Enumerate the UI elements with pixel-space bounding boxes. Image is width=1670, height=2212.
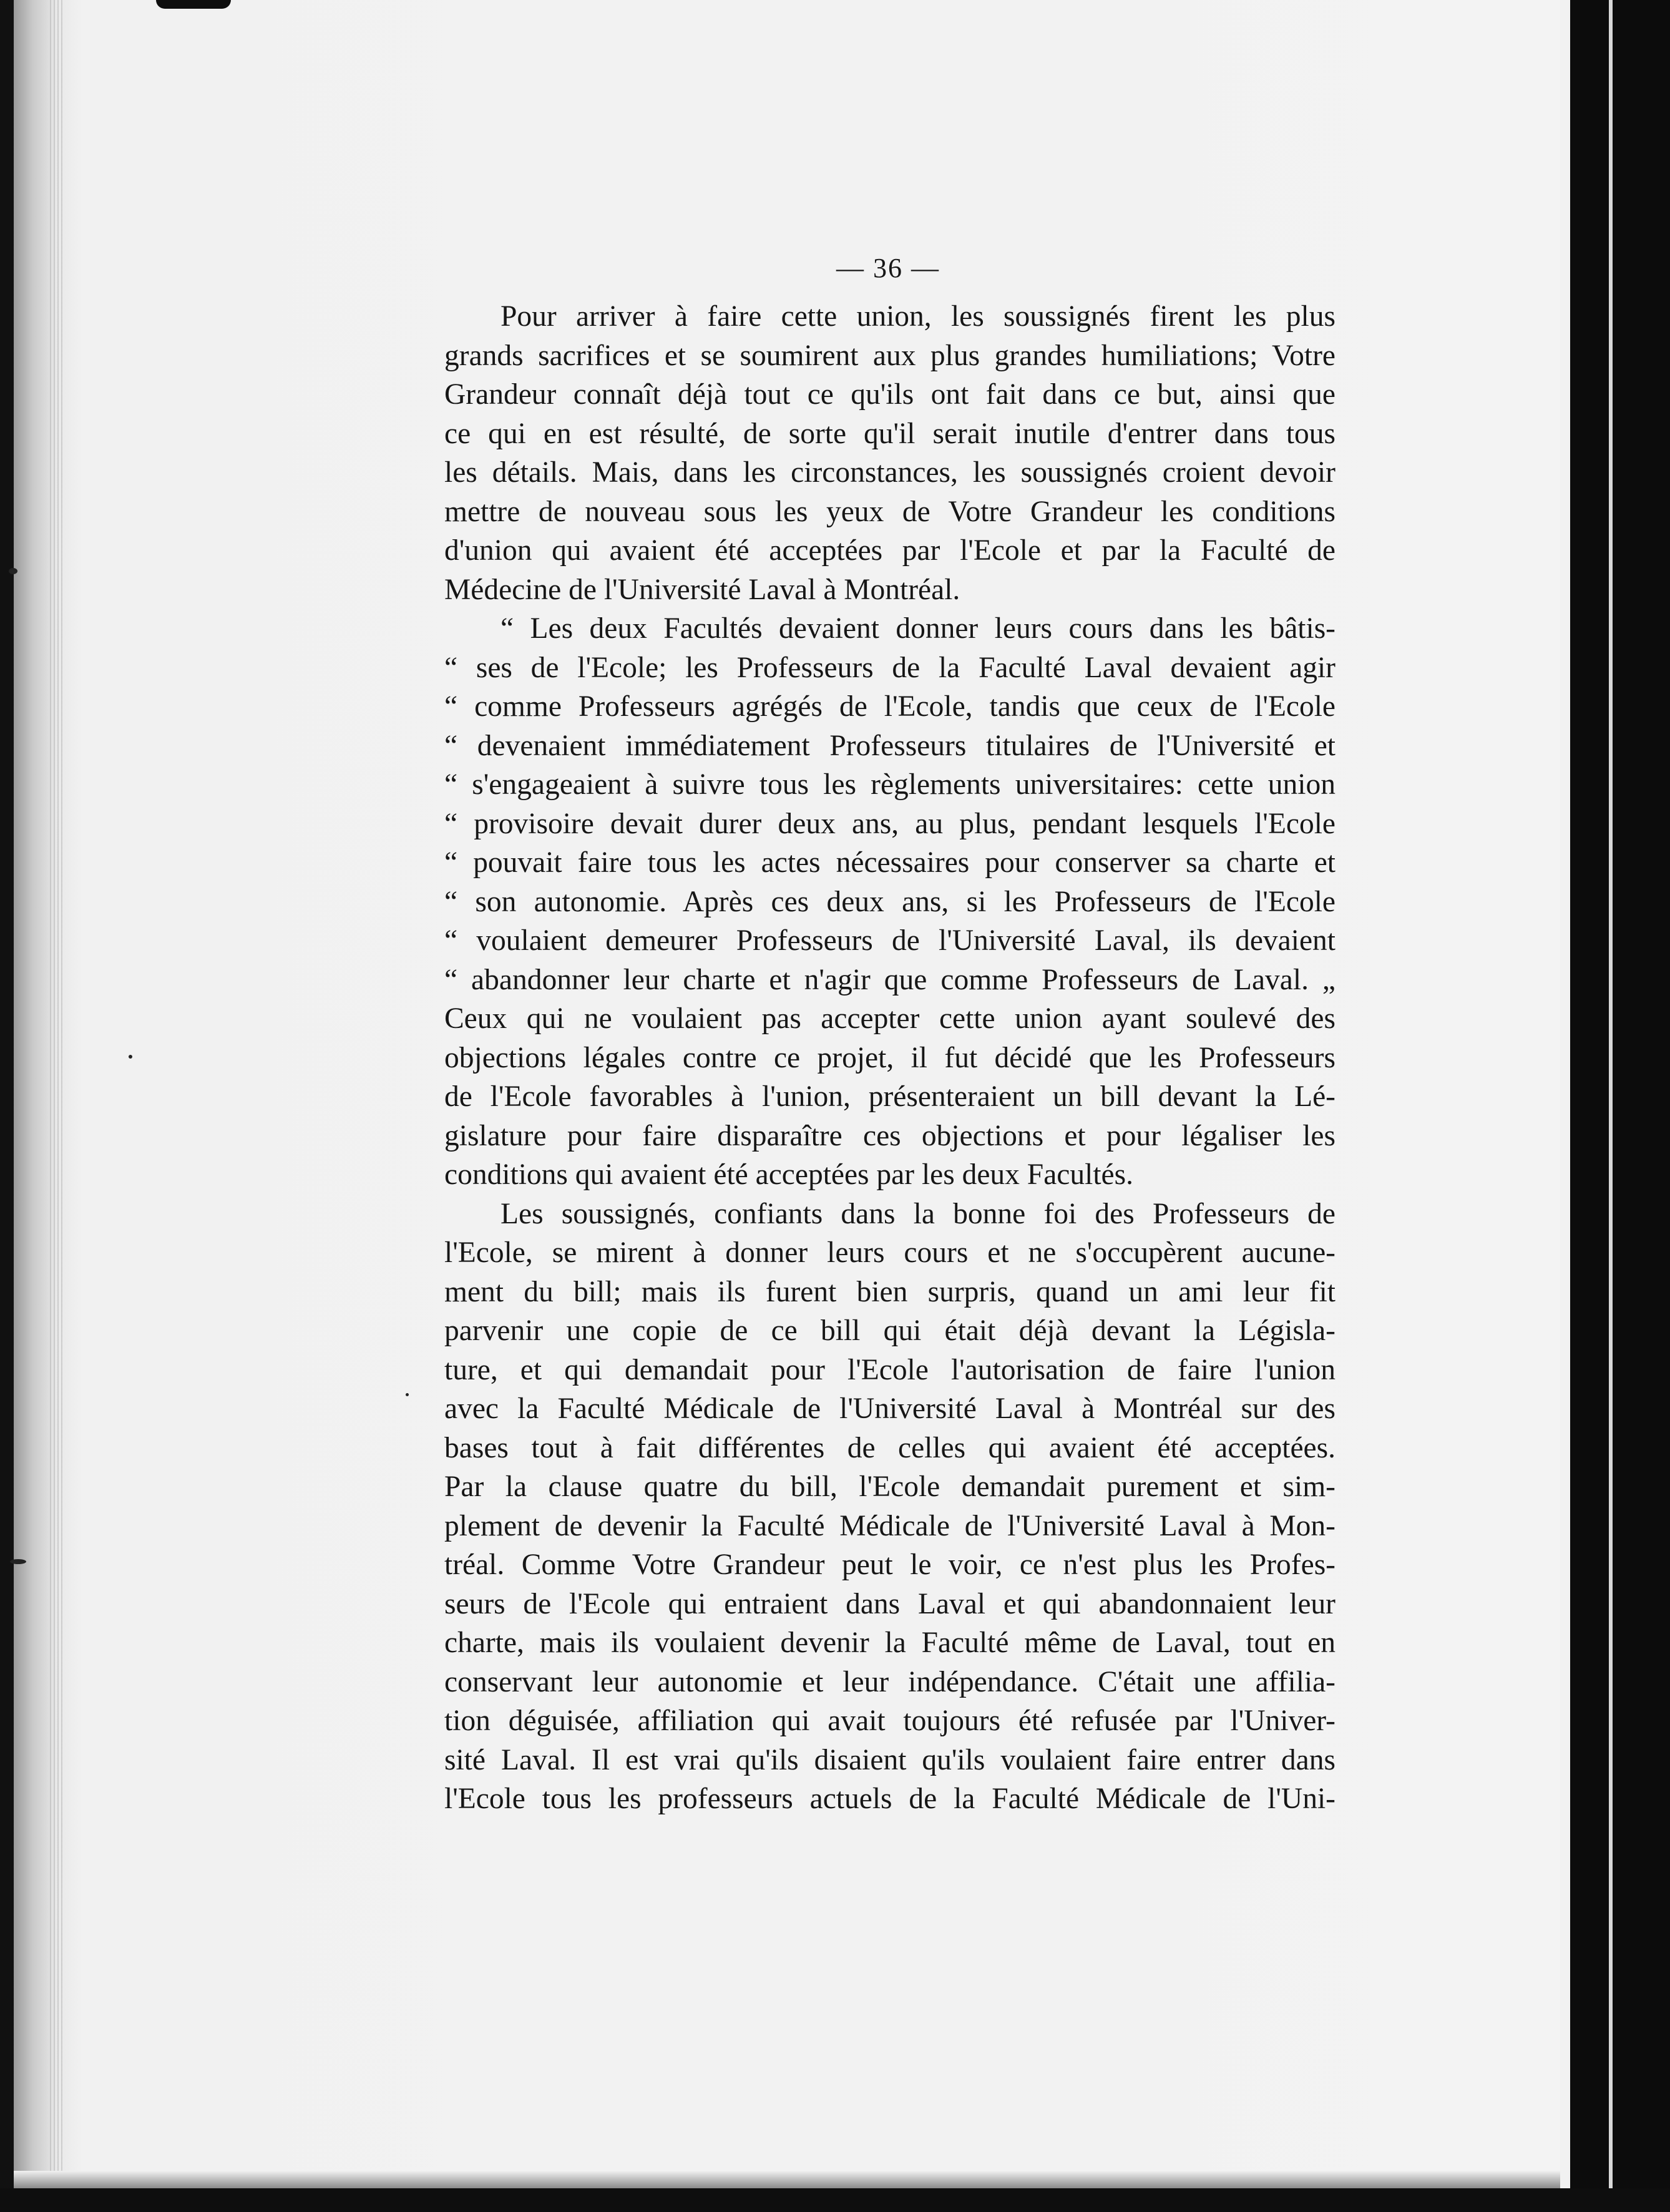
scan-speck: [10, 1559, 26, 1564]
text-line: l'Ecole tous les professeurs actuels de la Faculté Médicale de l'Uni-: [444, 1783, 1336, 1815]
text-line: l'Ecole, se mirent à donner leurs cours et ne s'occupèrent aucune-: [444, 1236, 1336, 1269]
text-line: de l'Ecole favorables à l'union, présenteraient un bill devant la Lé-: [444, 1080, 1336, 1113]
text-line: Grandeur connaît déjà tout ce qu'ils ont fait dans ce but, ainsi que: [444, 378, 1336, 411]
text-line: ture, et qui demandait pour l'Ecole l'autorisation de faire l'union: [444, 1353, 1336, 1386]
scan-speck: [129, 1055, 132, 1059]
text-line: bases tout à fait différentes de celles qui avaient été acceptées.: [444, 1431, 1336, 1464]
text-line: Ceux qui ne voulaient pas accepter cette union ayant soulevé des: [444, 1002, 1336, 1035]
text-line: charte, mais ils voulaient devenir la Faculté même de Laval, tout en: [444, 1627, 1336, 1659]
text-line: conservant leur autonomie et leur indépendance. C'était une affilia-: [444, 1665, 1336, 1698]
text-line: Par la clause quatre du bill, l'Ecole demandait purement et sim-: [444, 1471, 1336, 1503]
text-line: “ Les deux Facultés devaient donner leurs cours dans les bâtis-: [501, 612, 1336, 645]
text-line: “ provisoire devait durer deux ans, au plus, pendant lesquels l'Ecole: [444, 807, 1336, 840]
text-line: “ abandonner leur charte et n'agir que comme Professeurs de Laval. „: [444, 963, 1336, 996]
text-line: Les soussignés, confiants dans la bonne foi des Professeurs de: [501, 1197, 1336, 1230]
text-line: sité Laval. Il est vrai qu'ils disaient qu'ils voulaient faire entrer dans: [444, 1743, 1336, 1776]
text-line: “ ses de l'Ecole; les Professeurs de la Faculté Laval devaient agir: [444, 651, 1336, 684]
text-line: “ comme Professeurs agrégés de l'Ecole, tandis que ceux de l'Ecole: [444, 690, 1336, 723]
text-line: les détails. Mais, dans les circonstances, les soussignés croient devoir: [444, 456, 1336, 489]
text-line: d'union qui avaient été acceptées par l'Ecole et par la Faculté de: [444, 534, 1336, 567]
text-line: seurs de l'Ecole qui entraient dans Laval et qui abandonnaient leur: [444, 1587, 1336, 1620]
text-line: parvenir une copie de ce bill qui était déjà devant la Législa-: [444, 1314, 1336, 1347]
text-line: ce qui en est résulté, de sorte qu'il serait inutile d'entrer dans tous: [444, 417, 1336, 450]
text-line: “ devenaient immédiatement Professeurs titulaires de l'Université et: [444, 729, 1336, 762]
text-line: grands sacrifices et se soumirent aux plus grandes humiliations; Votre: [444, 339, 1336, 372]
scan-speck: [9, 568, 17, 574]
text-line: Pour arriver à faire cette union, les soussignés firent les plus: [501, 300, 1336, 333]
scan-border-right-edge: [1609, 0, 1613, 2212]
scan-border-bottom: [0, 2188, 1670, 2212]
text-line: objections légales contre ce projet, il fut décidé que les Professeurs: [444, 1041, 1336, 1074]
text-line: conditions qui avaient été acceptées par les deux Facultés.: [444, 1158, 1133, 1191]
text-line: tion déguisée, affiliation qui avait toujours été refusée par l'Univer-: [444, 1705, 1336, 1737]
scan-border-right: [1570, 0, 1670, 2212]
page-binding-edge: [50, 0, 65, 2188]
text-line: “ son autonomie. Après ces deux ans, si les Professeurs de l'Ecole: [444, 885, 1336, 918]
text-line: tréal. Comme Votre Grandeur peut le voir, ce n'est plus les Profes-: [444, 1549, 1336, 1581]
scan-mark-top: [156, 0, 231, 9]
page-bottom-edge: [14, 2171, 1560, 2188]
text-line: ment du bill; mais ils furent bien surpris, quand un ami leur fit: [444, 1275, 1336, 1308]
body-text: [444, 297, 1336, 1819]
scan-speck: [406, 1393, 409, 1396]
text-line: avec la Faculté Médicale de l'Université Laval à Montréal sur des: [444, 1392, 1336, 1425]
page-number: — 36 —: [836, 253, 940, 283]
text-line: “ voulaient demeurer Professeurs de l'Université Laval, ils devaient: [444, 924, 1336, 957]
text-line: “ pouvait faire tous les actes nécessaires pour conserver sa charte et: [444, 846, 1336, 879]
text-line: Médecine de l'Université Laval à Montréal.: [444, 573, 960, 606]
text-line: gislature pour faire disparaître ces objections et pour légaliser les: [444, 1119, 1336, 1152]
scan-border-left: [0, 0, 14, 2212]
text-line: plement de devenir la Faculté Médicale de l'Université Laval à Mon-: [444, 1509, 1336, 1542]
text-line: “ s'engageaient à suivre tous les règlements universitaires: cette union: [444, 768, 1336, 801]
text-line: mettre de nouveau sous les yeux de Votre Grandeur les conditions: [444, 495, 1336, 528]
